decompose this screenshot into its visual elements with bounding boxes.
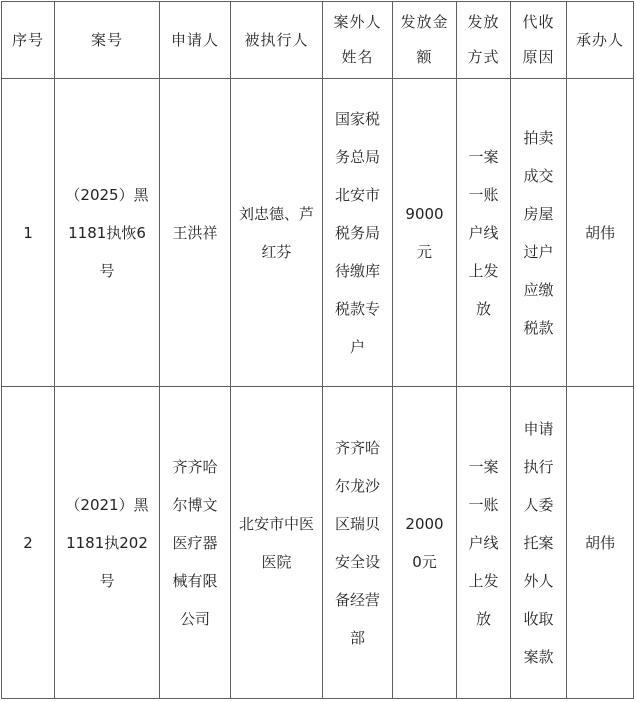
table-row <box>2 387 634 699</box>
cell-seq: 2 <box>2 387 55 699</box>
header-outsider: 案外人姓名 <box>323 2 393 79</box>
cell-case-no: （2021）黑1181执202号 <box>55 387 160 699</box>
table-header-row <box>2 2 634 79</box>
cell-respondent: 刘忠德、芦红芬 <box>231 79 323 387</box>
header-respondent: 被执行人 <box>231 2 323 79</box>
cell-reason: 拍卖成交房屋过户应缴税款 <box>511 79 567 387</box>
header-amount: 发放金额 <box>393 2 457 79</box>
cell-applicant: 王洪祥 <box>160 79 231 387</box>
header-method: 发放方式 <box>457 2 511 79</box>
cell-outsider: 国家税务总局北安市税务局待缴库税款专户 <box>323 79 393 387</box>
cell-handler: 胡伟 <box>567 387 634 699</box>
disbursement-table <box>1 1 634 699</box>
cell-outsider: 齐齐哈尔龙沙区瑞贝安全设备经营部 <box>323 387 393 699</box>
cell-method: 一案一账户线上发放 <box>457 387 511 699</box>
header-case-no: 案号 <box>55 2 160 79</box>
table-row <box>2 79 634 387</box>
cell-case-no: （2025）黑1181执恢6号 <box>55 79 160 387</box>
cell-handler: 胡伟 <box>567 79 634 387</box>
cell-reason: 申请执行人委托案外人收取案款 <box>511 387 567 699</box>
cell-seq: 1 <box>2 79 55 387</box>
header-handler: 承办人 <box>567 2 634 79</box>
cell-amount: 20000元 <box>393 387 457 699</box>
header-reason: 代收原因 <box>511 2 567 79</box>
cell-respondent: 北安市中医医院 <box>231 387 323 699</box>
cell-amount: 9000元 <box>393 79 457 387</box>
cell-method: 一案一账户线上发放 <box>457 79 511 387</box>
header-applicant: 申请人 <box>160 2 231 79</box>
header-seq: 序号 <box>2 2 55 79</box>
cell-applicant: 齐齐哈尔博文医疗器械有限公司 <box>160 387 231 699</box>
